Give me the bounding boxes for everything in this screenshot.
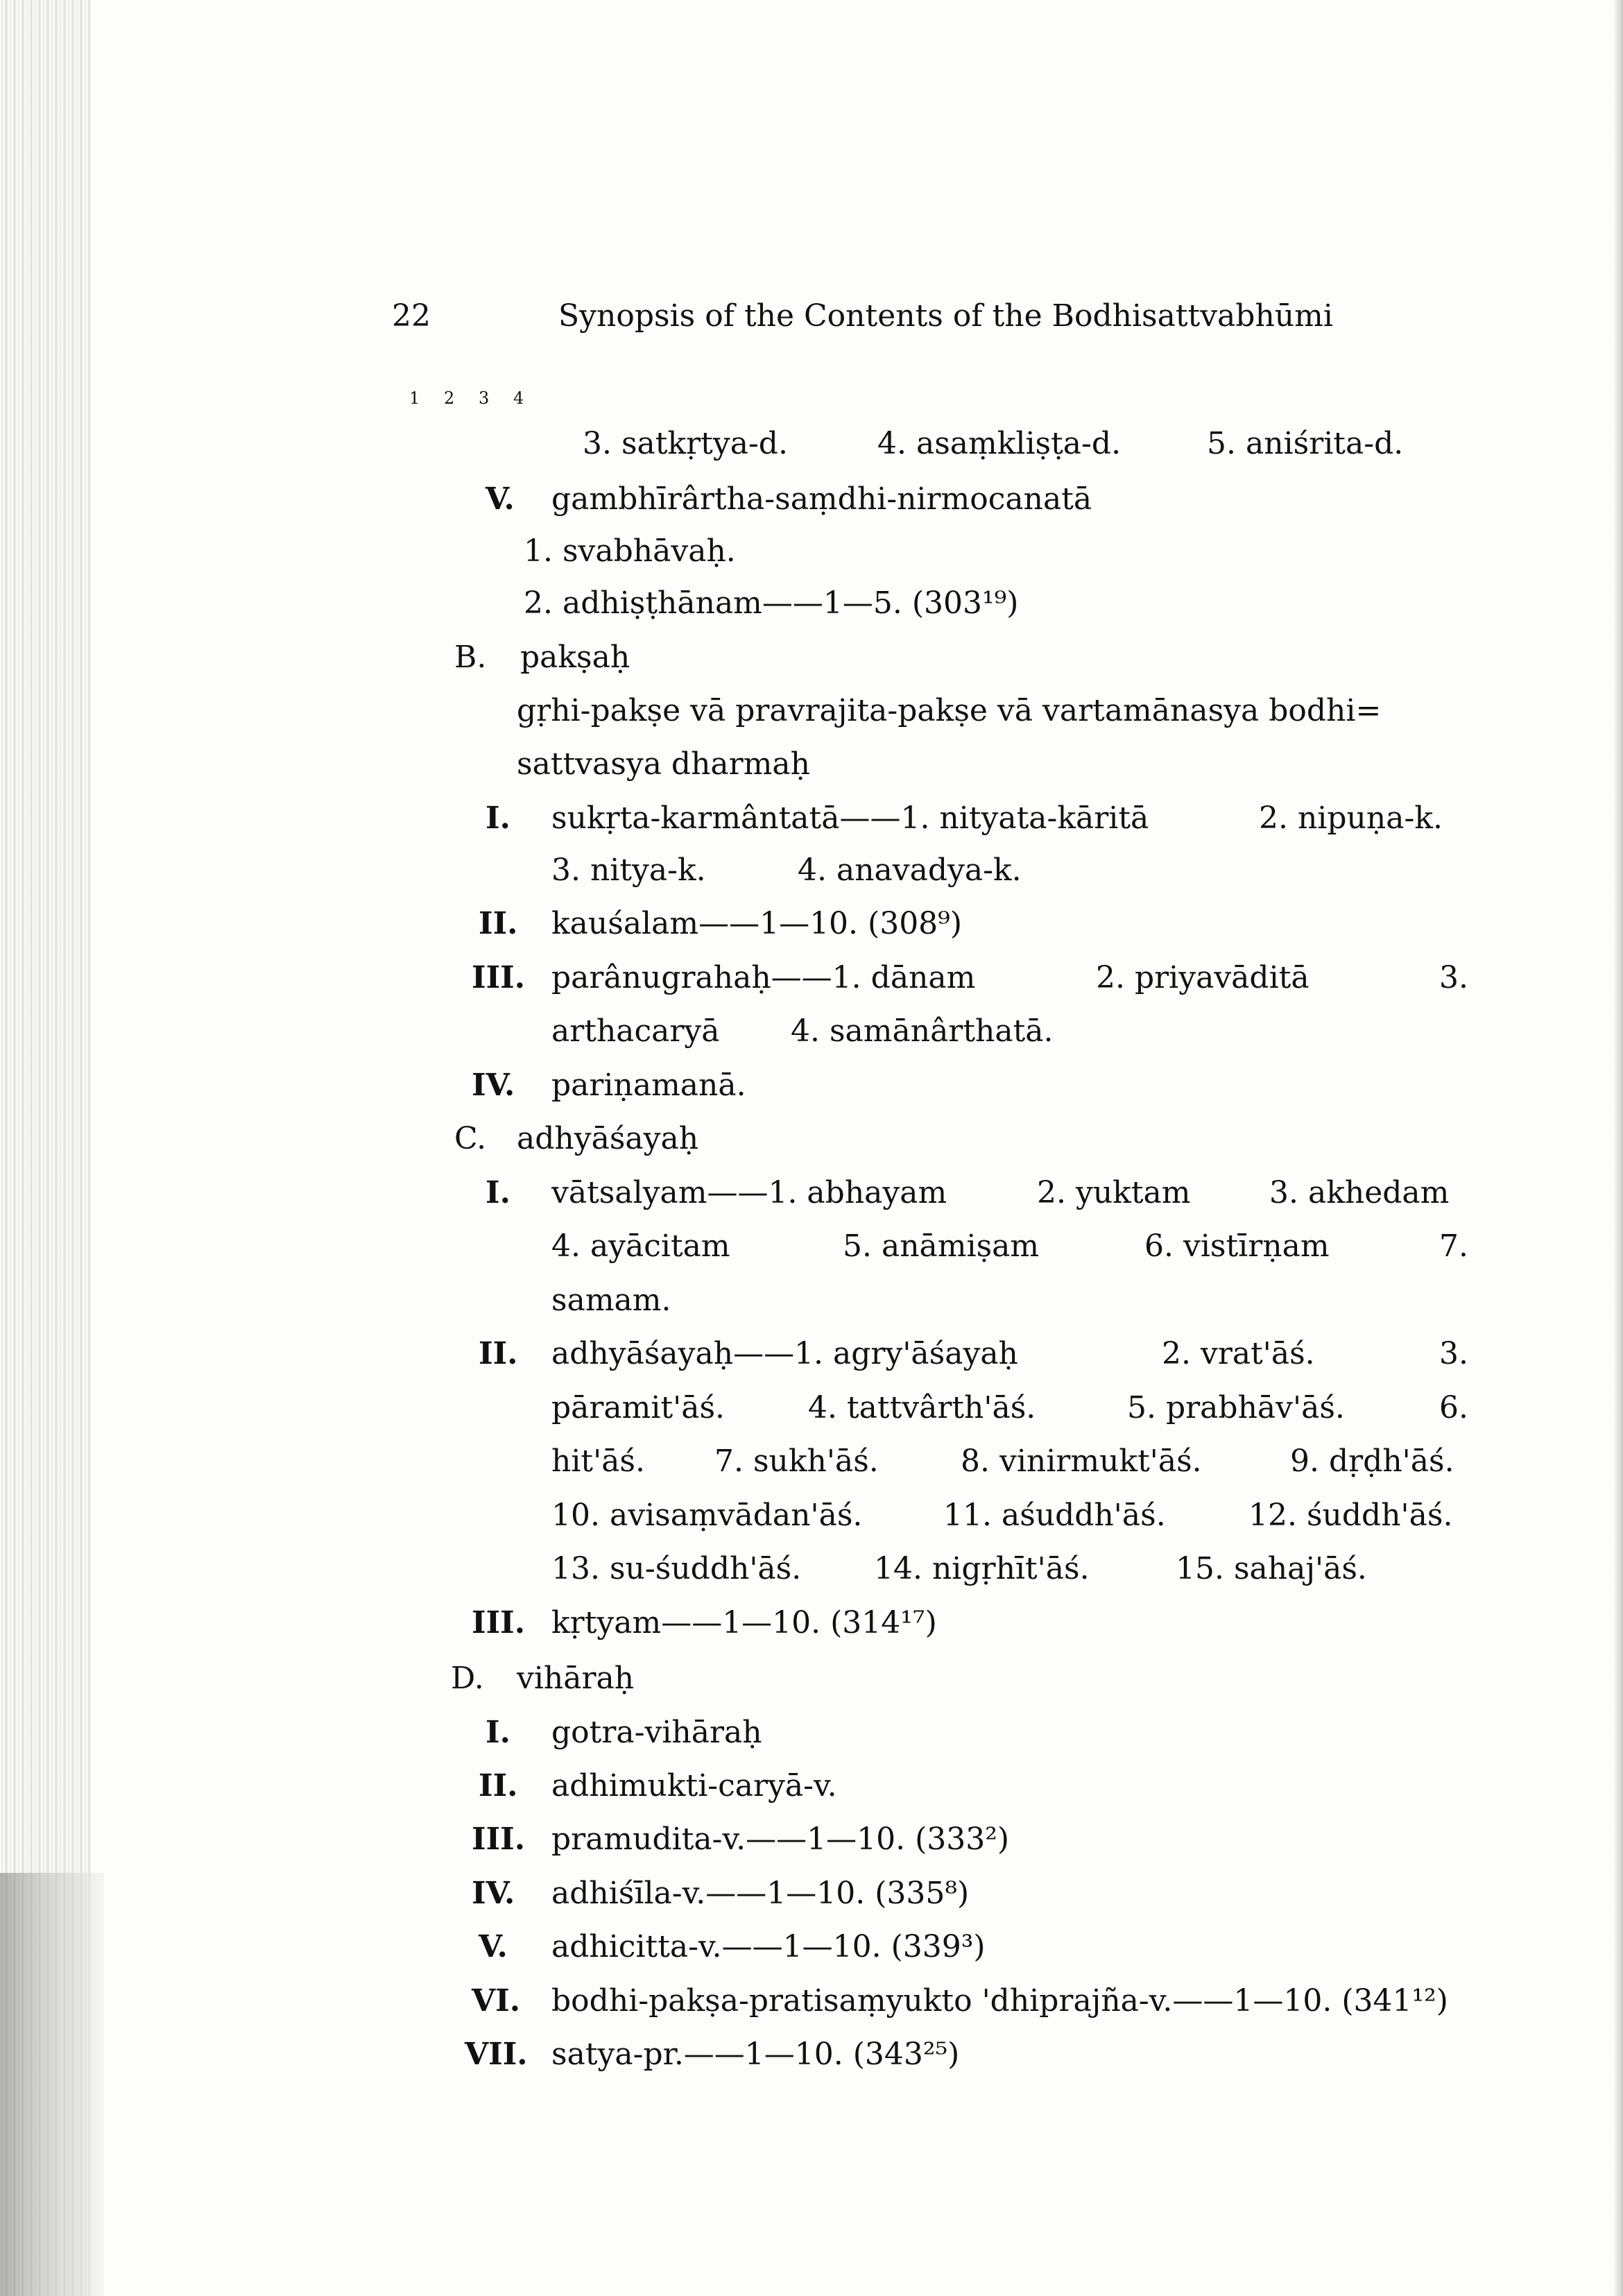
line-part: 7. [1439, 1228, 1468, 1264]
line-part: parânugrahaḥ——1. dānam [551, 960, 976, 995]
line-part: 15. sahaj'āś. [1176, 1551, 1367, 1586]
line-part: 3. [1439, 1336, 1468, 1371]
line-part: 3. satkṛtya-d. [583, 426, 788, 461]
line-part: 2. nipuṇa-k. [1259, 800, 1443, 836]
line-part: 11. aśuddh'āś. [943, 1498, 1166, 1533]
line-part: 4. tattvârth'āś. [808, 1390, 1036, 1425]
line-part: 5. aniśrita-d. [1207, 426, 1404, 461]
line-part: 4. ayācitam [551, 1228, 730, 1264]
line-part: gṛhi-pakṣe vā pravrajita-pakṣe vā vartamānasya bodhi= [517, 693, 1382, 728]
line-part: 1. svabhāvaḥ. [524, 533, 736, 569]
line-part: kauśalam——1—10. (308⁹) [551, 906, 962, 941]
line-label: C. [454, 1121, 487, 1156]
line-part: 2. yuktam [1037, 1175, 1191, 1210]
line-part: adhyāśayaḥ——1. agry'āśayaḥ [551, 1336, 1018, 1371]
line-part: 13. su-śuddh'āś. [551, 1551, 802, 1586]
line-part: satya-pr.——1—10. (343²⁵) [551, 2037, 960, 2072]
column-marker: 4 [513, 388, 524, 408]
page-number: 22 [392, 298, 431, 334]
line-part: 5. anāmiṣam [843, 1228, 1040, 1264]
line-part: 4. asaṃkliṣṭa-d. [877, 426, 1122, 461]
line-part: 2. vrat'āś. [1162, 1336, 1315, 1371]
line-label: I. [486, 1715, 510, 1750]
line-part: vātsalyam——1. abhayam [551, 1175, 947, 1210]
line-label: VII. [465, 2037, 528, 2072]
line-part: pramudita-v.——1—10. (333²) [551, 1822, 1010, 1857]
line-label: I. [486, 800, 510, 836]
line-label: III. [472, 1605, 526, 1640]
line-part: adhiśīla-v.——1—10. (335⁸) [551, 1876, 970, 1911]
line-part: 2. adhiṣṭhānam——1—5. (303¹⁹) [524, 585, 1019, 621]
line-part: hit'āś. [551, 1443, 645, 1479]
line-part: arthacaryā [551, 1013, 720, 1049]
line-part: adhimukti-caryā-v. [551, 1768, 837, 1804]
line-label: V. [486, 481, 515, 517]
line-part: sukṛta-karmântatā——1. nityata-kāritā [551, 800, 1149, 836]
line-part: 6. [1439, 1390, 1468, 1425]
line-part: 4. anavadya-k. [798, 853, 1022, 888]
page-right-edge [1613, 0, 1623, 2296]
column-markers [409, 388, 548, 408]
line-part: pakṣaḥ [520, 640, 630, 675]
line-part: 8. vinirmukt'āś. [961, 1443, 1202, 1479]
line-label: D. [451, 1661, 484, 1696]
line-part: bodhi-pakṣa-pratisaṃyukto 'dhiprajña-v.——1—10. (341¹²) [551, 1983, 1448, 2019]
line-part: 3. [1439, 960, 1468, 995]
column-marker: 3 [479, 388, 490, 408]
line-part: 4. samānârthatā. [791, 1013, 1054, 1049]
line-part: gotra-vihāraḥ [551, 1715, 762, 1750]
line-part: pariṇamanā. [551, 1068, 746, 1103]
line-part: adhicitta-v.——1—10. (339³) [551, 1929, 986, 1964]
line-part: sattvasya dharmaḥ [517, 746, 810, 782]
line-part: 14. nigṛhīt'āś. [874, 1551, 1090, 1586]
line-part: 7. sukh'āś. [714, 1443, 879, 1479]
line-label: VI. [472, 1983, 521, 2019]
line-label: B. [454, 640, 487, 675]
line-part: 9. dṛḍh'āś. [1290, 1443, 1454, 1479]
line-label: III. [472, 960, 526, 995]
line-part: 3. akhedam [1269, 1175, 1450, 1210]
line-part: 5. prabhāv'āś. [1127, 1390, 1345, 1425]
line-label: II. [479, 906, 518, 941]
line-part: 6. vistīrṇam [1144, 1228, 1330, 1264]
line-part: 12. śuddh'āś. [1248, 1498, 1453, 1533]
line-part: samam. [551, 1283, 671, 1318]
line-part: 10. avisaṃvādan'āś. [551, 1498, 863, 1533]
line-part: pāramit'āś. [551, 1390, 725, 1425]
column-marker: 1 [409, 388, 420, 408]
page-header [392, 298, 1502, 340]
line-label: IV. [472, 1876, 515, 1911]
line-label: IV. [472, 1068, 515, 1103]
line-label: I. [486, 1175, 510, 1210]
line-part: 3. nitya-k. [551, 853, 706, 888]
line-label: V. [479, 1929, 508, 1964]
line-label: II. [479, 1336, 518, 1371]
line-part: adhyāśayaḥ [517, 1121, 699, 1156]
column-marker: 2 [444, 388, 455, 408]
page-binding-shadow [0, 1873, 104, 2296]
line-label: III. [472, 1822, 526, 1857]
line-part: vihāraḥ [517, 1661, 635, 1696]
line-part: 2. priyavāditā [1096, 960, 1309, 995]
running-title: Synopsis of the Contents of the Bodhisattvabhūmi [558, 298, 1333, 334]
line-part: gambhīrârtha-saṃdhi-nirmocanatā [551, 481, 1092, 517]
line-part: kṛtyam——1—10. (314¹⁷) [551, 1605, 937, 1640]
line-label: II. [479, 1768, 518, 1804]
